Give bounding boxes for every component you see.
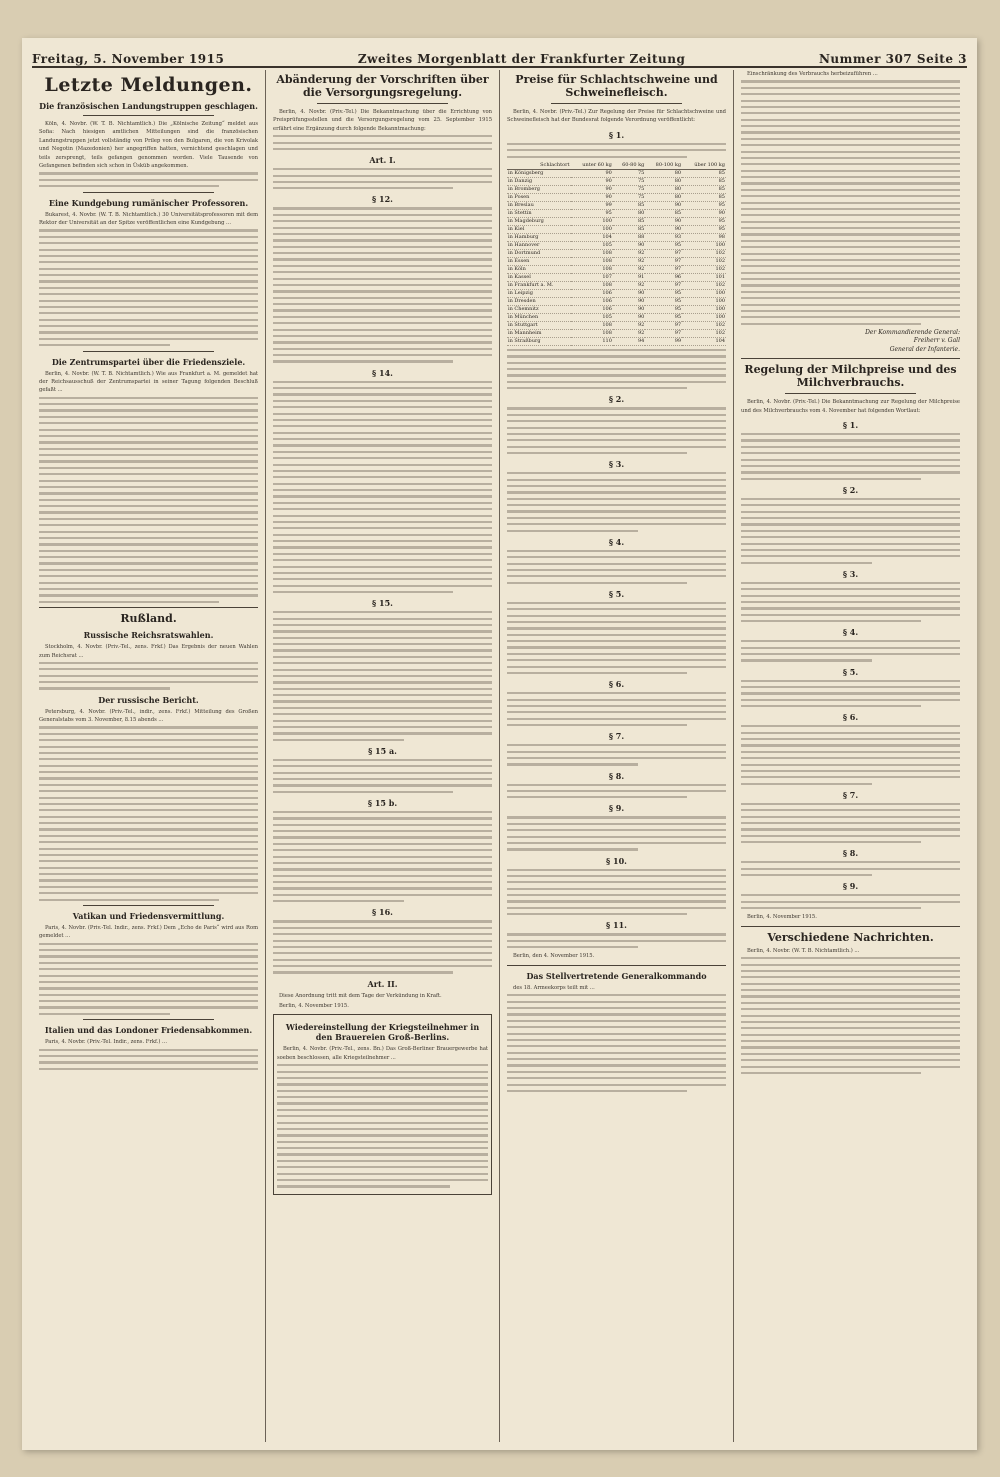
table-cell: 92 [613,249,645,257]
table-row [507,169,726,177]
table-cell: 97 [645,249,682,257]
table-header-cell: Schlachtort [507,162,571,170]
table-row [507,209,726,217]
table-cell: 95 [682,225,726,233]
table-cell: 90 [645,217,682,225]
table-cell: 100 [682,297,726,305]
article-text: Einschränkung des Verbrauchs herbeizuführen ... [747,71,878,77]
table-cell: in Stettin [507,209,571,217]
table-cell: 85 [682,193,726,201]
table-cell: in Hannover [507,241,571,249]
table-cell: 75 [613,185,645,193]
newspaper-name: Zweites Morgenblatt der Frankfurter Zeitung [357,52,686,66]
table-header-cell: über 100 kg [682,162,726,170]
table-cell: in Mannheim [507,329,571,337]
paragraph-heading: § 15 b. [367,797,398,808]
table-cell: 80 [645,177,682,185]
paragraph-heading: § 9. [608,803,625,814]
paragraph-heading: § 3. [608,459,625,470]
column-2 [266,70,500,1442]
paragraph-heading: § 6. [842,712,859,723]
table-cell: 80 [645,185,682,193]
table-cell: in Dresden [507,297,571,305]
table-row [507,329,726,337]
table-cell: in Magdeburg [507,217,571,225]
paragraph-heading: § 12. [372,194,393,205]
paragraph-heading: § 1. [842,420,859,431]
paragraph-heading: § 15 a. [368,745,397,756]
table-row [507,337,726,345]
table-cell: 102 [682,249,726,257]
section-title-versorgungsregelung: Abänderung der Vorschriften über die Versorgungsregelung. [276,73,489,99]
table-row [507,241,726,249]
table-cell: 90 [613,297,645,305]
paragraph-heading: § 3. [842,568,859,579]
paragraph-heading: § 9. [842,881,859,892]
table-cell: 85 [645,209,682,217]
table-cell: in Breslau [507,201,571,209]
section-title-milchpreise: Regelung der Milchpreise und des Milchverbrauchs. [744,363,957,390]
table-cell: 97 [645,257,682,265]
table-cell: 85 [682,177,726,185]
table-cell: 75 [613,193,645,201]
table-row [507,289,726,297]
table-cell: 80 [645,193,682,201]
paragraph-heading: § 15. [372,598,393,609]
table-cell: 75 [613,177,645,185]
signature-date: Berlin, 4. November 1915. [279,1003,349,1009]
table-cell: in Hamburg [507,233,571,241]
issue-date: Freitag, 5. November 1915 [32,52,225,66]
table-cell: 105 [571,313,613,321]
column-1 [32,70,266,1442]
table-cell: 90 [645,225,682,233]
table-header-cell: unter 60 kg [571,162,613,170]
paragraph-heading: § 1. [608,129,625,140]
table-row [507,177,726,185]
table-cell: 102 [682,321,726,329]
table-cell: in Kassel [507,273,571,281]
signature-date: Berlin, 4. November 1915. [747,914,817,921]
price-table [507,162,726,346]
table-cell: 92 [613,265,645,273]
table-cell: 88 [613,233,645,241]
table-cell: 105 [571,241,613,249]
signature-date: Berlin, den 4. November 1915. [513,953,595,960]
table-cell: 85 [613,217,645,225]
table-row [507,273,726,281]
table-cell: 96 [645,273,682,281]
table-cell: in Königsberg [507,169,571,177]
table-header-cell: 60-80 kg [613,162,645,170]
paragraph-heading: § 7. [608,731,625,742]
article-text: des 18. Armeekorps teilt mit ... [513,984,595,991]
table-cell: 98 [682,233,726,241]
table-cell: 97 [645,321,682,329]
table-cell: 100 [682,289,726,297]
article-text: Berlin, 4. Novbr. (Priv.-Tel.) Zur Regelung der Preise für Schlachtschweine und Schweinefleisch hat der Bundesrat folgende Verordnung veröffentlicht: [507,109,726,124]
paragraph-heading: § 8. [608,770,625,781]
article-text: Bukarest, 4. Novbr. (W. T. B. Nichtamtlich.) 30 Universitätsprofessoren mit dem Rektor der Universität an der Spitze veröffentlichen eine Kundgebung ... [39,211,258,226]
table-cell: 90 [571,169,613,177]
article-text: Berlin, 4. Novbr. (Priv.-Tel.) Die Bekanntmachung zur Regelung der Milchpreise und des Milchverbrauchs vom 4. November hat folgenden Wortlaut: [741,399,960,414]
headline-italien: Italien und das Londoner Friedensabkommen. [44,1025,253,1036]
paragraph-heading: § 4. [842,627,859,638]
paragraph-heading: § 6. [608,679,625,690]
section-title-verschiedene-nachrichten: Verschiedene Nachrichten. [767,930,934,944]
article-text: Paris, 4. Novbr. (Priv.-Tel. Indir., zens. Frkf.) ... [45,1039,167,1046]
table-cell: in Bromberg [507,185,571,193]
table-cell: 92 [613,321,645,329]
signoff: Der Kommandierende General: Freiherr v. Gall General der Infanterie. [865,329,960,353]
table-row [507,265,726,273]
table-cell: in Kiel [507,225,571,233]
table-row [507,217,726,225]
paragraph-heading: § 4. [608,536,625,547]
table-cell: 110 [571,337,613,345]
table-cell: 100 [571,225,613,233]
table-row [507,185,726,193]
table-cell: 95 [645,241,682,249]
table-cell: 108 [571,249,613,257]
article-text: Petersburg, 4. Novbr. (Priv.-Tel., indir., zens. Frkf.) Mitteilung des Großen Generalstabs vom 3. November, 8.15 abends ... [39,708,258,723]
table-cell: 85 [682,185,726,193]
table-cell: 104 [682,337,726,345]
table-cell: 104 [571,233,613,241]
table-cell: 95 [645,313,682,321]
headline-landungstruppen: Die französischen Landungstruppen geschlagen. [39,101,258,111]
section-title-letzte-meldungen: Letzte Meldungen. [44,74,253,96]
article-text: Paris, 4. Novbr. (Priv.-Tel. Indir., zens. Frkf.) Dem „Echo de Paris“ wird aus Rom gemeldet ... [39,924,258,940]
boxed-notice [273,1014,492,1194]
paragraph-heading: § 10. [606,855,627,866]
table-cell: in Leipzig [507,289,571,297]
table-row [507,225,726,233]
table-cell: 97 [645,265,682,273]
table-cell: 85 [682,169,726,177]
table-cell: 95 [682,201,726,209]
table-cell: 90 [613,289,645,297]
headline-brauereien: Wiedereinstellung der Kriegsteilnehmer in den Brauereien Groß-Berlins. [285,1022,480,1043]
table-cell: in München [507,313,571,321]
article-text: Berlin, 4. Novbr. (W. T. B. Nichtamtlich.) ... [747,947,860,954]
table-row [507,233,726,241]
paragraph-heading: § 16. [372,907,393,918]
table-cell: 99 [571,201,613,209]
paragraph-heading: § 2. [842,484,859,495]
headline-vatikan: Vatikan und Friedensvermittlung. [72,910,225,921]
table-cell: 95 [645,289,682,297]
table-cell: 108 [571,265,613,273]
article-text: Berlin, 4. Novbr. (W. T. B. Nichtamtlich.) Wie aus Frankfurt a. M. gemeldet hat der Reichsausschuß der Zentrumspartei in seiner Tagung folgenden Beschluß gefaßt ... [39,370,258,394]
paragraph-heading: § 14. [372,367,393,378]
table-cell: 92 [613,257,645,265]
table-header-cell: 80-100 kg [645,162,682,170]
headline-reichsratswahlen: Russische Reichsratswahlen. [83,630,214,641]
table-cell: 90 [613,313,645,321]
section-title-schweinepreise: Preise für Schlachtschweine und Schweinefleisch. [515,73,718,99]
table-cell: 101 [682,273,726,281]
paragraph-heading: § 11. [606,920,627,931]
table-cell: 85 [613,201,645,209]
article-text: Köln, 4. Novbr. (W. T. B. Nichtamtlich.) Die „Kölnische Zeitung“ meldet aus Sofia: Nach hiesigen amtlichen Mitteilungen sind die französischen Landungstruppen jetzt vollständig von Prilep von den Bulgaren, die von Krivolak und Negotin (Mazedonien) her angegriffen hatten, vernichtend geschlagen und teils zersprengt, teils gefangen genommen worden. Viele Tausende von Gefangenen befinden sich schon in Üsküb angekommen. [39,121,258,170]
table-cell: 75 [613,169,645,177]
table-row [507,249,726,257]
table-cell: 100 [682,305,726,313]
issue-number-and-page: Nummer 307 Seite 3 [818,52,967,66]
paragraph-heading: § 5. [842,666,859,677]
table-cell: 91 [613,273,645,281]
table-row [507,193,726,201]
table-cell: 97 [645,329,682,337]
table-cell: 90 [571,185,613,193]
columns [32,70,967,1442]
paragraph-heading: § 8. [842,848,859,859]
newspaper-page [22,38,977,1450]
table-cell: 85 [613,225,645,233]
table-cell: 90 [613,241,645,249]
table-cell: 108 [571,329,613,337]
table-cell: 95 [645,305,682,313]
article-text: Diese Anordnung tritt mit dem Tage der Verkündung in Kraft. [279,992,442,999]
table-cell: 90 [645,201,682,209]
table-row [507,297,726,305]
table-cell: in Danzig [507,177,571,185]
headline-zentrumspartei: Die Zentrumspartei über die Friedensziele. [51,356,246,367]
table-cell: 100 [571,217,613,225]
table-row [507,257,726,265]
table-cell: 100 [682,313,726,321]
article-text: Berlin, 4. Novbr. (Priv.-Tel., zens. Bn.) Das Groß-Berliner Brauergewerbe hat soeben beschlossen, alle Kriegsteilnehmer ... [277,1046,488,1061]
table-cell: 102 [682,281,726,289]
table-cell: in Chemnitz [507,305,571,313]
table-cell: 107 [571,273,613,281]
article-text: Stockholm, 4. Novbr. (Priv.-Tel., zens. Frkf.) Das Ergebnis der neuen Wahlen zum Reichsrat ... [39,644,258,659]
paragraph-heading: § 2. [608,394,625,405]
table-cell: 93 [645,233,682,241]
table-cell: 92 [613,329,645,337]
table-cell: 102 [682,329,726,337]
table-cell: 95 [682,217,726,225]
table-cell: 108 [571,321,613,329]
table-cell: 90 [613,305,645,313]
table-cell: 106 [571,305,613,313]
table-cell: in Essen [507,257,571,265]
table-cell: 106 [571,289,613,297]
table-cell: in Köln [507,265,571,273]
table-row [507,313,726,321]
table-cell: 90 [682,209,726,217]
table-cell: 92 [613,281,645,289]
table-cell: in Frankfurt a. M. [507,281,571,289]
headline-generalkommando: Das Stellvertretende Generalkommando [526,970,707,981]
table-cell: in Posen [507,193,571,201]
table-cell: in Dortmund [507,249,571,257]
table-cell: 94 [613,337,645,345]
table-cell: 99 [645,337,682,345]
table-cell: 102 [682,257,726,265]
table-cell: 108 [571,281,613,289]
paragraph-heading: § 5. [608,588,625,599]
table-cell: in Stuttgart [507,321,571,329]
article-heading: Art. II. [367,978,398,989]
headline-russischer-bericht: Der russische Bericht. [98,694,199,705]
table-cell: 80 [613,209,645,217]
table-row [507,305,726,313]
table-cell: 90 [571,193,613,201]
paragraph-heading: § 7. [842,789,859,800]
table-cell: 100 [682,241,726,249]
table-cell: 95 [571,209,613,217]
article-heading: Art. I. [369,155,396,166]
table-cell: 90 [571,177,613,185]
table-cell: 80 [645,169,682,177]
table-cell: 97 [645,281,682,289]
table-cell: 108 [571,257,613,265]
column-4 [734,70,967,1442]
headline-kundgebung: Eine Kundgebung rumänischer Professoren. [48,197,249,208]
article-text: Berlin, 4. Novbr. (Priv.-Tel.) Die Bekanntmachung über die Errichtung von Preisprüfungsstellen und die Versorgungsregelung vom 25. September 1915 erfährt eine Ergänzung durch folgende Bekanntmachung: [273,109,492,132]
table-cell: 106 [571,297,613,305]
table-cell: 102 [682,265,726,273]
table-row [507,201,726,209]
table-row [507,321,726,329]
section-title-russland: Rußland. [120,612,177,626]
table-row [507,281,726,289]
column-3 [500,70,734,1442]
table-cell: in Straßburg [507,337,571,345]
masthead [32,44,967,68]
table-cell: 95 [645,297,682,305]
